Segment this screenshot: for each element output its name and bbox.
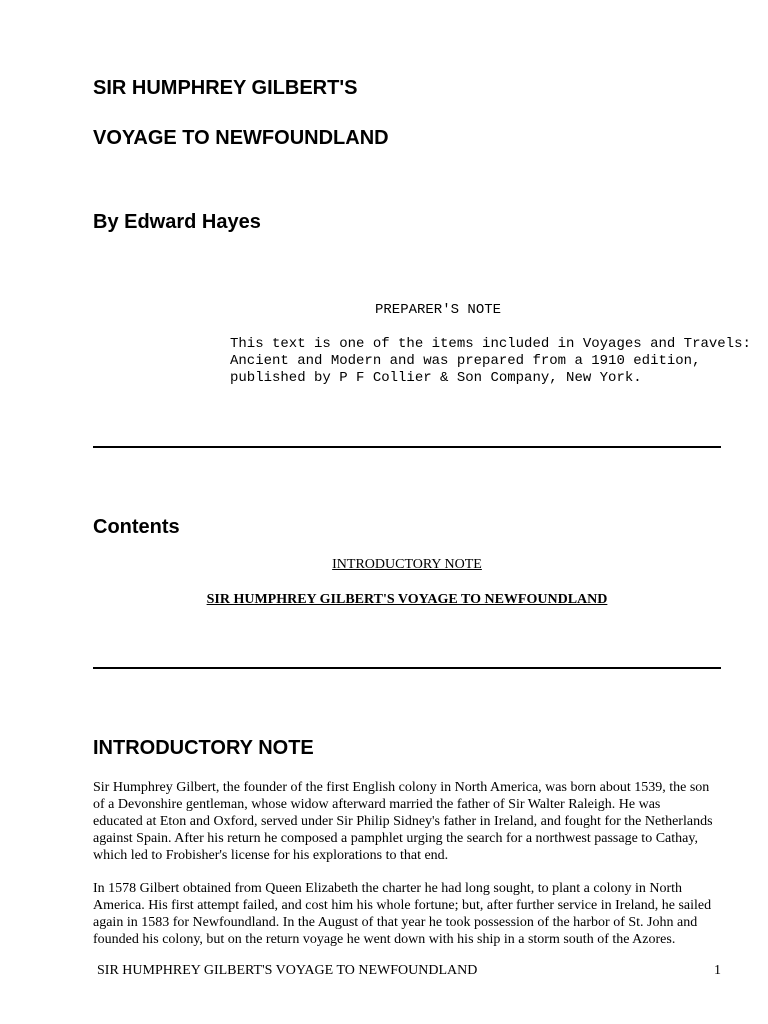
preparers-note-line: Ancient and Modern and was prepared from a 1910 edition, [230,353,701,369]
intro-paragraph-1 [93,779,733,864]
author-byline: By Edward Hayes [93,211,261,233]
contents-heading: Contents [93,516,180,538]
paragraph-line: Sir Humphrey Gilbert, the founder of the first English colony in North America, was born about 1539, the son [93,780,710,795]
footer-page-number: 1 [714,963,721,978]
paragraph-line: which led to Frobisher's license for his explorations to that end. [93,848,449,863]
preparers-note-text [230,336,751,387]
paragraph-line: again in 1583 for Newfoundland. In the August of that year he took possession of the harbor of St. John and [93,915,698,930]
paragraph-line: of a Devonshire gentleman, whose widow afterward married the father of Sir Walter Raleigh. He was [93,797,661,812]
paragraph-line: founded his colony, but on the return voyage he went down with his ship in a storm south of the Azores. [93,932,676,947]
toc-link-introductory-note[interactable]: INTRODUCTORY NOTE [332,557,482,572]
preparers-note-heading: PREPARER'S NOTE [375,302,502,318]
preparers-note-line: This text is one of the items included in Voyages and Travels: [230,336,751,352]
title-line-1: SIR HUMPHREY GILBERT'S [93,77,358,99]
paragraph-line: In 1578 Gilbert obtained from Queen Elizabeth the charter he had long sought, to plant a colony in North [93,881,683,896]
preparers-note-line: published by P F Collier & Son Company, New York. [230,370,642,386]
paragraph-line: educated at Eton and Oxford, served under Sir Philip Sidney's father in Ireland, and fought for the Netherlands [93,814,713,829]
paragraph-line: America. His first attempt failed, and cost him his whole fortune; but, after further service in Ireland, he sailed [93,898,712,913]
footer-running-title: SIR HUMPHREY GILBERT'S VOYAGE TO NEWFOUNDLAND [97,963,478,978]
horizontal-rule [93,446,721,448]
title-line-2: VOYAGE TO NEWFOUNDLAND [93,127,389,149]
horizontal-rule [93,667,721,669]
intro-paragraph-2 [93,880,733,948]
paragraph-line: against Spain. After his return he composed a pamphlet urging the search for a northwest passage to Cathay, [93,831,698,846]
toc-link-voyage[interactable]: SIR HUMPHREY GILBERT'S VOYAGE TO NEWFOUNDLAND [206,592,608,607]
introductory-note-heading: INTRODUCTORY NOTE [93,737,314,759]
